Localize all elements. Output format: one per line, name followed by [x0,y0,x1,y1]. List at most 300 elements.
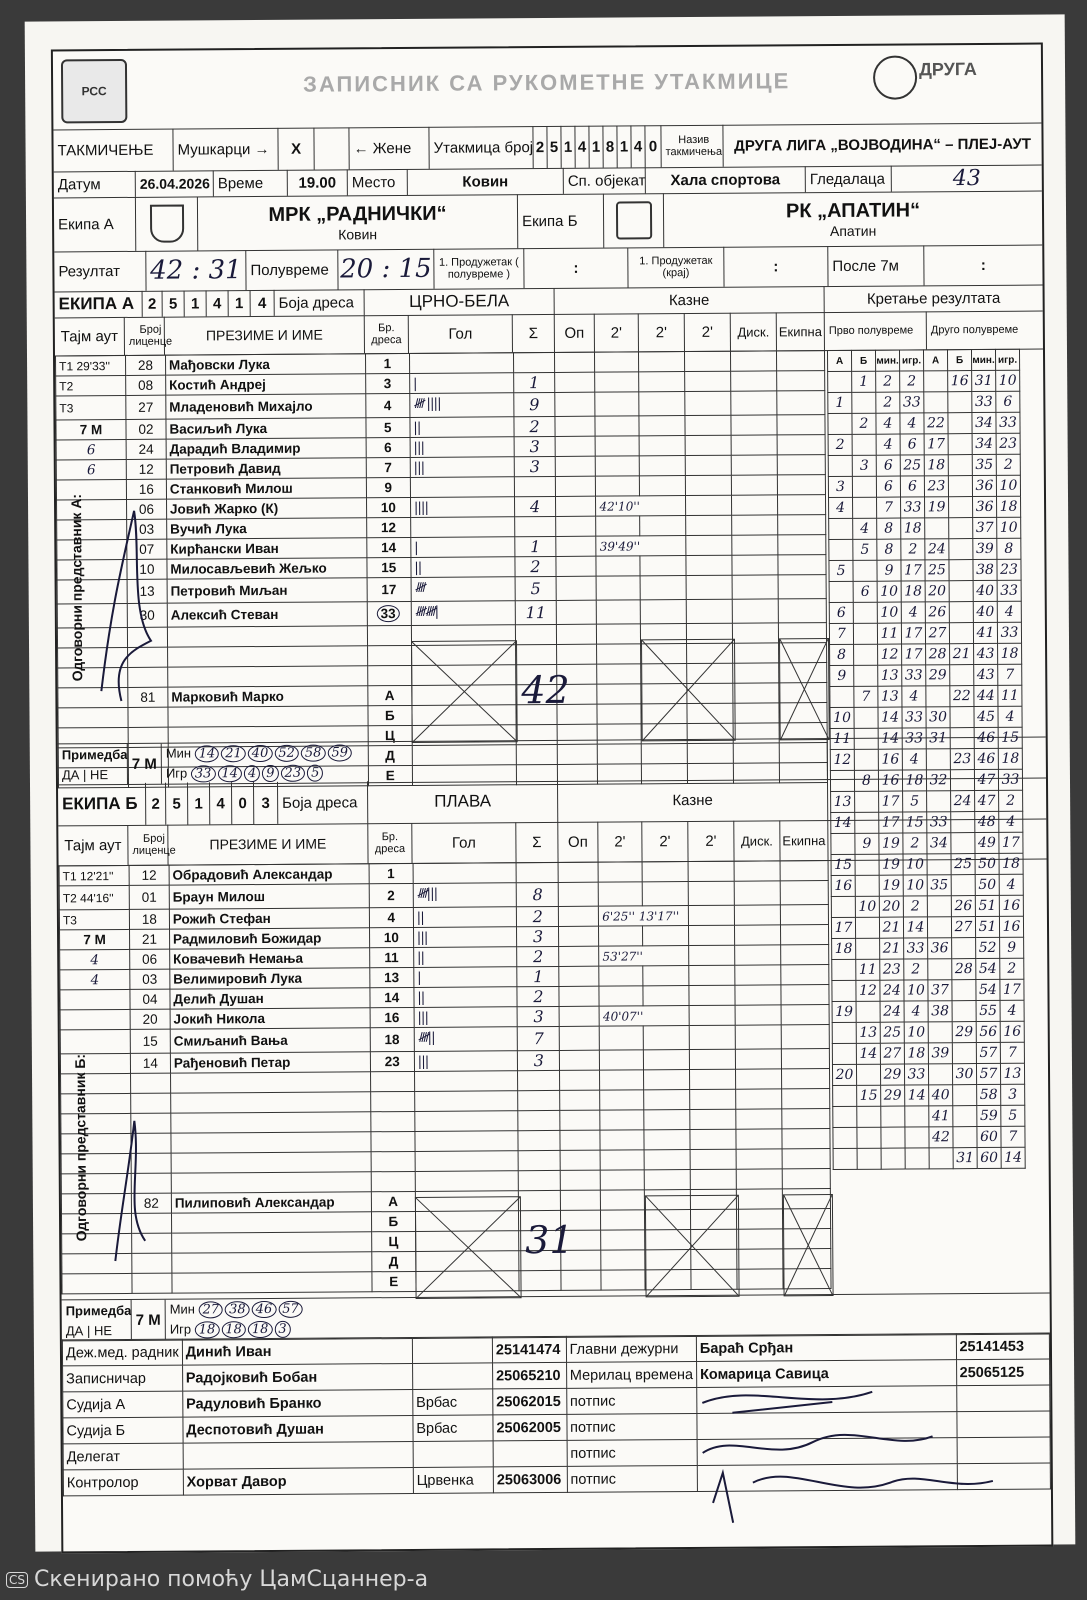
player-name [171,1172,371,1193]
two-min-cell [596,556,640,576]
progress-cell [928,1022,952,1043]
progress-cell: 12 [830,749,854,770]
two-min-cell [640,556,686,576]
progress-cell: 10 [997,517,1021,538]
progress-cell [852,392,876,413]
goal-sum [518,1070,560,1090]
two-min-cell [599,986,643,1006]
progress-cell: 18 [902,770,926,791]
progress-cell: 57 [976,1042,1000,1063]
goal-sum [519,1150,561,1170]
progress-cell [929,1148,953,1169]
progress-cell: 43 [974,664,998,685]
progress-cell [854,749,878,770]
ext2-label: 1. Продужетак (крај) [628,247,724,288]
progress-cell: 23 [996,433,1020,454]
disq-cell [736,1169,782,1189]
jersey-number: Д [368,745,412,765]
disq-cell [736,1129,782,1149]
progress-cell: 4 [876,434,900,455]
disq-cell [732,575,778,599]
progress-cell: 16 [948,371,972,392]
progress-cell [857,1148,881,1169]
col-goal: Гол [412,822,516,863]
team-b-officials-goal-cross [415,1196,522,1299]
player-name: Јовић Жарко (К) [166,498,366,519]
progress-cell [833,1085,857,1106]
jersey-number: 13 [370,967,414,987]
progress-cell [856,938,880,959]
team-a-code-digit: 4 [251,290,275,316]
goal-sum: 4 [514,496,556,516]
competition-name: ДРУГА ЛИГА „ВОЈВОДИНА“ – ПЛЕЈ-АУТ [734,135,1032,155]
seven-m-value: 18 [221,1321,246,1338]
two-min-cell [596,576,640,600]
progress-cell [854,644,878,665]
progress-cell: 4 [1000,1000,1024,1021]
seven-m-value: 57 [278,1300,303,1317]
official-name: Хорват Давор [183,1467,413,1495]
team-a-jersey: ЦРНО-БЕЛА [365,288,555,315]
match-digit: 2 [533,126,547,168]
team-b-7m-row: Примедба ДА | НЕ 7 М Мин 27 38 46 57 Игр 18 18 18 3 [62,1293,1050,1342]
progress-cell: 2 [901,539,925,560]
progress-cell [854,707,878,728]
progress-cell: 19 [879,875,903,896]
progress-cell: 7 [1001,1126,1025,1147]
progress-cell: 20 [879,896,903,917]
igr-label: Игр [169,1321,192,1337]
player-name: Станковић Милош [166,478,366,499]
progress-cell [853,560,877,581]
player-name: Васиљић Лука [166,418,366,439]
women-label: ← Жене [349,127,429,170]
official-role2: Главни дежурни [566,1335,696,1362]
progress-cell: 10 [904,1022,928,1043]
progress-cell: 15 [903,812,927,833]
two-min-cell [685,391,731,415]
progress-cell: 3 [828,476,852,497]
progress-cell: 54 [976,958,1000,979]
team-pen-cell [778,495,826,515]
progress-cell: 40 [973,580,997,601]
progress-cell: 21 [880,938,904,959]
progress-cell: 11 [830,728,854,749]
match-digit: 8 [603,126,617,168]
progress-cell [853,623,877,644]
progress-cell: 33 [901,497,925,518]
time-value: 19.00 [288,169,348,195]
progress-cell [927,791,951,812]
two-min-cell [686,535,732,555]
progress-cell: 17 [924,434,948,455]
official-name: Радојковић Бобан [182,1363,412,1391]
progress-cell: 33 [927,812,951,833]
licence-cell: 18 [129,909,169,929]
progress-cell [855,875,879,896]
progress-cell: 20 [832,1064,856,1085]
progress-cell: 10 [877,602,901,623]
shield-icon [149,205,183,243]
official-role2: потпис [566,1387,696,1414]
league-logo-text: ДРУГА [918,59,977,80]
goal-marks: | [409,373,513,394]
progress-row [832,979,1024,1001]
two-min-cell [640,456,686,476]
progress-cell [831,896,855,917]
goal-sum [519,1170,561,1190]
disq-cell [731,391,777,415]
league-logo-icon [873,55,917,99]
disq-cell [736,1149,782,1169]
remark-no[interactable]: НЕ [93,1322,113,1338]
official-name: Деспотовић Душан [183,1415,413,1443]
licence-cell: 03 [130,969,170,989]
men-label: Мушкарци → [173,128,278,171]
two-min-cell [689,905,735,925]
warning-cell [560,1070,600,1090]
timeout-cell: 7 М [56,419,126,439]
official-id2: 25065125 [956,1359,1050,1386]
two-min-cell [643,986,689,1006]
two-min-cell [686,575,732,599]
progress-cell: 4 [904,1001,928,1022]
two-min-cell: 39'49'' [596,536,686,557]
goal-sum [518,1130,560,1150]
two-min-cell [601,1250,645,1270]
seven-m-value: 3 [274,1320,290,1337]
progress-cell: 10 [855,896,879,917]
progress-cell: 18 [901,581,925,602]
official-name [183,1441,413,1469]
jersey-number [371,1131,415,1151]
warning-cell [556,436,596,456]
team-a-code-digit: 4 [207,290,229,316]
seven-m-value: 5 [307,764,323,781]
progress-cell: 7 [854,686,878,707]
licence-cell: 81 [128,687,168,707]
two-min-cell: 6'25'' 13'17'' [599,906,689,927]
place-value: Ковин [408,168,564,195]
warning-cell [556,536,596,556]
progress-cell: 6 [876,455,900,476]
team-b-jersey-label: Боја дреса [278,781,368,824]
progress-row [831,832,1023,854]
progress-header: игр. [899,350,923,371]
progress-cell: 16 [878,770,902,791]
progress-cell: 5 [853,539,877,560]
two-min-cell [644,1170,690,1190]
progress-cell: 23 [880,959,904,980]
official-id: 25062015 [493,1388,567,1415]
two-min-cell [640,576,686,600]
progress-cell: 10 [904,980,928,1001]
progress-cell: 10 [830,707,854,728]
two-min-cell [639,416,685,436]
men-mark: X [278,128,314,170]
jersey-number: 2 [369,883,413,907]
two-min-cell [644,1110,690,1130]
progress-cell: 31 [926,728,950,749]
goal-sum: 3 [518,1050,560,1070]
progress-row [829,580,1021,602]
official-role: Судија А [63,1391,183,1418]
two-min-cell [685,455,731,475]
two-min-cell [644,1130,690,1150]
progress-cell: 9 [855,833,879,854]
player-name: Петровић Давид [166,458,366,479]
progress-cell [924,392,948,413]
competition-name-label: Назив такмичења [661,125,723,167]
progress-cell: 30 [926,707,950,728]
official-city: Црвенка [413,1467,493,1494]
player-name: Пилиповић Александар [171,1192,371,1213]
progress-cell: 10 [903,875,927,896]
progress-cell [829,518,853,539]
official-id [493,1440,567,1467]
jersey-number: Ц [368,725,412,745]
progress-cell: 51 [975,916,999,937]
jersey-number: Е [368,765,412,785]
progress-cell [832,980,856,1001]
jersey-number: 1 [365,353,409,373]
two-min-cell [690,1089,736,1109]
jersey-number: 12 [366,517,410,537]
disq-cell [734,861,780,881]
col-2min: 2' [598,821,642,861]
licence-cell [130,1073,170,1093]
progress-cell: 9 [877,560,901,581]
official-role: Контролор [63,1469,183,1496]
jersey-number [371,1171,415,1191]
progress-row [830,727,1022,749]
two-min-cell [599,966,643,986]
warning-cell [560,1090,600,1110]
col-name: ПРЕЗИМЕ И ИМЕ [165,315,365,354]
progress-cell: 5 [829,560,853,581]
two-min-cell [595,416,639,436]
progress-cell: 6 [853,581,877,602]
jersey-number: 7 [366,457,410,477]
team-pen-cell [780,905,828,925]
progress-cell: 4 [829,497,853,518]
player-name [171,1132,371,1153]
remark-no[interactable]: НЕ [89,766,109,782]
disq-cell [731,371,777,391]
disq-cell [733,643,779,663]
team-a-officials-team-cross [779,638,830,740]
progress-cell: 20 [925,581,949,602]
progress-cell: 33 [997,622,1021,643]
two-min-cell [600,1050,644,1070]
jersey-number: Е [372,1271,416,1291]
col-name: ПРЕЗИМЕ И ИМЕ [168,823,368,864]
progress-row [831,853,1023,875]
progress-cell: 18 [998,643,1022,664]
player-name [167,646,367,667]
ext1-value: : [524,247,628,288]
progress-cell: 17 [831,917,855,938]
progress-row [833,1105,1025,1127]
two-min-cell [639,352,685,372]
official-role: Делегат [63,1443,183,1470]
remark-label: Примедба [61,746,128,762]
progress-row [833,1147,1025,1169]
progress-cell: 9 [1000,937,1024,958]
two-min-cell [685,371,731,391]
licence-cell: 03 [127,519,167,539]
player-name [172,1232,372,1253]
warning-cell [559,986,599,1006]
progress-cell: 24 [925,539,949,560]
warning-cell [557,644,597,664]
progress-cell: 4 [853,518,877,539]
warning-cell [555,352,595,372]
team-a-code-digit: 1 [185,290,207,316]
progress-cell [856,1001,880,1022]
warning-cell [556,456,596,476]
seven-m-label: 7 М [132,1300,166,1340]
jersey-number: Д [372,1251,416,1271]
progress-cell: 17 [1000,979,1024,1000]
goal-marks: |||| [410,497,514,518]
progress-cell: 7 [998,664,1022,685]
team-pen-cell [777,415,825,435]
progress-cell [881,1148,905,1169]
col-licence: Број лиценце [125,317,165,355]
licence-cell: 10 [127,559,167,579]
col-sum: Σ [516,822,558,862]
progress-row [831,790,1023,812]
team-a-7m-row: Примедба ДА | НЕ 7 М Мин 14 21 40 52 58 59 Игр 33 14 4 9 23 5 [58,737,1046,786]
two-min-cell [598,862,642,882]
team-b-crest [604,193,664,247]
progress-cell: 14 [903,917,927,938]
warning-cell [561,1270,601,1290]
progress-cell: 2 [828,434,852,455]
team-a-title: ЕКИПА А [55,291,143,318]
goal-sum: 3 [514,436,556,456]
disq-cell [735,1049,781,1069]
progress-cell [949,560,973,581]
progress-cell: 11 [998,685,1022,706]
team-pen-cell [777,435,825,455]
timeout-cell: Т3 [59,909,129,929]
licence-cell: 01 [129,885,169,909]
progress-cell: 19 [832,1001,856,1022]
goal-marks: 𝍸|| [414,1027,518,1052]
official-name2: Бараћ Срђан [696,1334,956,1362]
progress-header: Б [851,350,875,371]
jersey-number [370,1091,414,1111]
col-number: Бр. дреса [365,315,409,353]
team-b-officials-team-cross [783,1194,834,1296]
team-pen-cell [777,475,825,495]
final-score: 42 : 31 [146,250,246,291]
team-b-total-goals: 31 [525,1217,574,1263]
team-pen-cell [781,1025,829,1049]
remark-label: Примедба [65,1302,132,1318]
date-value: 26.04.2026 [136,170,214,197]
team-pen-cell [781,945,829,965]
halftime-score: 20 : 15 [338,249,434,290]
goal-marks [414,1091,518,1112]
progress-cell: 31 [953,1148,977,1169]
progress-header: игр. [995,349,1019,370]
progress-row [832,958,1024,980]
progress-cell: 49 [975,832,999,853]
disq-cell [737,1269,783,1289]
progress-row [830,748,1022,770]
disq-cell [736,1069,782,1089]
progress-cell: 40 [973,601,997,622]
progress-cell [925,518,949,539]
player-name: Марковић Марко [168,686,368,707]
remark-yes[interactable]: ДА [61,766,80,782]
team-pen-cell [781,985,829,1005]
progress-cell: 5 [1001,1105,1025,1126]
team-a-code-digit: 2 [143,291,163,317]
jersey-number [371,1151,415,1171]
progress-cell [951,833,975,854]
progress-cell: 2 [900,371,924,392]
progress-cell: 18 [832,938,856,959]
col-licence: Број лиценце [128,825,168,865]
progress-cell [832,959,856,980]
progress-row [832,1042,1024,1064]
jersey-number: 16 [370,1007,414,1027]
progress-cell: 4 [997,601,1021,622]
goal-marks: ||| [414,1007,518,1028]
jersey-number: 14 [370,987,414,1007]
progress-row [831,874,1023,896]
player-name: Петровић Миљан [167,578,367,603]
goal-sum: 8 [517,882,559,906]
progress-cell: 21 [950,644,974,665]
progress-cell: 17 [901,560,925,581]
scoresheet-paper [25,14,1076,1551]
disq-cell [732,535,778,555]
form-title: ЗАПИСНИК СА РУКОМЕТНЕ УТАКМИЦЕ [303,68,791,97]
team-pen-cell [777,391,825,415]
warning-cell [556,556,596,576]
progress-cell: 33 [998,769,1022,790]
progress-cell: 13 [878,686,902,707]
player-name [170,1072,370,1093]
disq-cell [736,1089,782,1109]
progress-cell [855,917,879,938]
team-a-officials-pen-cross [641,639,736,742]
official-name: Радуловић Бранко [182,1389,412,1417]
two-min-cell [639,372,685,392]
disq-cell [735,945,781,965]
progress-cell: 4 [999,874,1023,895]
two-min-cell [689,925,735,945]
progress-cell [953,1106,977,1127]
match-number-label: Утакмица број [429,126,533,169]
progress-cell: 36 [928,938,952,959]
progress-cell [852,434,876,455]
progress-cell: 10 [877,581,901,602]
place-label: Место [348,169,408,195]
remark-yes[interactable]: ДА [65,1322,84,1338]
team-a-city: Ковин [338,225,378,242]
disq-cell [736,1189,782,1209]
header-row [53,45,1042,131]
goal-marks: 𝍸||| [413,883,517,908]
progress-cell [853,602,877,623]
team-b-code-digit: 5 [166,783,188,825]
